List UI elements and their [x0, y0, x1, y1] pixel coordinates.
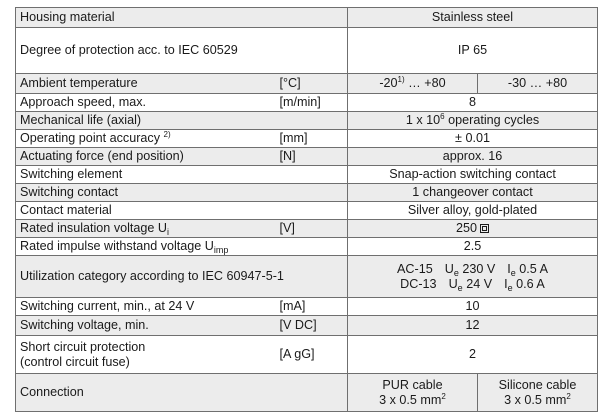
label-line: (control circuit fuse) — [20, 354, 130, 369]
row-housing-material — [16, 8, 598, 28]
value-text: … +80 — [404, 76, 446, 90]
cable-size — [482, 393, 593, 408]
property-label — [16, 238, 348, 256]
value-text: 3 x 0.5 mm — [504, 392, 567, 407]
subscript: e — [457, 282, 463, 293]
category-code: DC-13 — [400, 276, 437, 291]
category-code: AC-15 — [397, 261, 433, 276]
row-utilization-category — [16, 256, 598, 298]
row-contact-material — [16, 202, 598, 220]
row-ambient-temperature — [16, 74, 598, 94]
property-value-pur — [348, 374, 478, 412]
value-text: 1 x 10 — [405, 113, 441, 127]
property-unit — [278, 112, 348, 130]
label-text: Operating point accuracy — [20, 131, 161, 145]
exponent: 2 — [566, 391, 571, 401]
property-value: Stainless steel — [348, 8, 598, 28]
property-label: Degree of protection acc. to IEC 60529 — [16, 28, 348, 74]
property-label: Contact material — [16, 202, 348, 220]
cable-size — [352, 393, 473, 408]
property-value: 10 — [348, 298, 598, 316]
property-label: Switching current, min., at 24 V — [16, 298, 278, 316]
property-label: Utilization category according to IEC 60947-5-1 — [16, 256, 348, 298]
property-value: IP 65 — [348, 28, 598, 74]
property-unit: [mm] — [278, 130, 348, 148]
voltage-value: 230 V — [462, 261, 496, 276]
property-label: Mechanical life (axial) — [16, 112, 278, 130]
property-label: Actuating force (end position) — [16, 148, 278, 166]
technical-data-table — [15, 7, 598, 412]
value-text: 3 x 0.5 mm — [379, 392, 442, 407]
property-value-silicone — [478, 374, 598, 412]
property-unit: [m/min] — [278, 94, 348, 112]
cable-type: PUR cable — [382, 377, 443, 392]
subscript: e — [507, 282, 513, 293]
current-value: 0.6 A — [516, 276, 545, 291]
property-label: Connection — [16, 374, 348, 412]
property-value: ± 0.01 — [348, 130, 598, 148]
property-value: 8 — [348, 94, 598, 112]
subscript: e — [453, 267, 459, 278]
property-label: Switching voltage, min. — [16, 316, 278, 336]
row-mechanical-life — [16, 112, 598, 130]
row-short-circuit-protection — [16, 336, 598, 374]
row-actuating-force — [16, 148, 598, 166]
property-label: Switching contact — [16, 184, 348, 202]
property-label — [16, 130, 278, 148]
property-value-pur — [348, 74, 478, 94]
label-text: Rated insulation voltage U — [20, 221, 168, 235]
utilization-line-dc — [352, 277, 593, 292]
label-line: Short circuit protection — [20, 339, 146, 354]
property-unit: [V DC] — [278, 316, 348, 336]
row-rated-insulation-voltage — [16, 220, 598, 238]
voltage-symbol: U — [444, 261, 454, 276]
value-text: operating cycles — [444, 113, 540, 127]
property-unit: [N] — [278, 148, 348, 166]
property-value: Silver alloy, gold-plated — [348, 202, 598, 220]
voltage-value: 24 V — [466, 276, 493, 291]
exponent: 2 — [441, 391, 446, 401]
utilization-line-ac — [352, 262, 593, 277]
row-switching-contact — [16, 184, 598, 202]
row-degree-of-protection — [16, 28, 598, 74]
property-value: 1 changeover contact — [348, 184, 598, 202]
current-symbol: I — [504, 276, 508, 291]
property-label: Switching element — [16, 166, 348, 184]
property-value — [348, 220, 598, 238]
value-text: -20 — [379, 76, 398, 90]
property-unit: [A gG] — [278, 336, 348, 374]
property-unit: [mA] — [278, 298, 348, 316]
protective-insulation-icon — [480, 224, 489, 233]
property-label: Ambient temperature — [16, 74, 278, 94]
subscript: e — [510, 267, 516, 278]
current-value: 0.5 A — [519, 261, 548, 276]
subscript: imp — [213, 245, 229, 255]
property-value: 2.5 — [348, 238, 598, 256]
row-connection — [16, 374, 598, 412]
property-value — [348, 256, 598, 298]
current-symbol: I — [507, 261, 511, 276]
property-label — [16, 336, 278, 374]
footnote-marker: 1) — [397, 75, 405, 84]
row-operating-point-accuracy — [16, 130, 598, 148]
property-value: 12 — [348, 316, 598, 336]
cable-type: Silicone cable — [498, 377, 577, 392]
property-value — [348, 112, 598, 130]
property-label: Approach speed, max. — [16, 94, 278, 112]
exponent: 6 — [440, 112, 445, 121]
subscript: i — [167, 227, 170, 237]
row-switching-voltage — [16, 316, 598, 336]
label-text: Rated impulse withstand voltage U — [20, 239, 214, 253]
footnote-marker: 2) — [163, 130, 171, 139]
row-switching-element — [16, 166, 598, 184]
property-label — [16, 220, 278, 238]
property-unit: [V] — [278, 220, 348, 238]
property-label: Housing material — [16, 8, 348, 28]
row-switching-current — [16, 298, 598, 316]
property-value: 2 — [348, 336, 598, 374]
voltage-symbol: U — [448, 276, 458, 291]
row-rated-impulse-voltage — [16, 238, 598, 256]
property-unit: [°C] — [278, 74, 348, 94]
property-value-silicone: -30 … +80 — [478, 74, 598, 94]
property-value: approx. 16 — [348, 148, 598, 166]
row-approach-speed — [16, 94, 598, 112]
value-text: 250 — [456, 221, 478, 235]
property-value: Snap-action switching contact — [348, 166, 598, 184]
